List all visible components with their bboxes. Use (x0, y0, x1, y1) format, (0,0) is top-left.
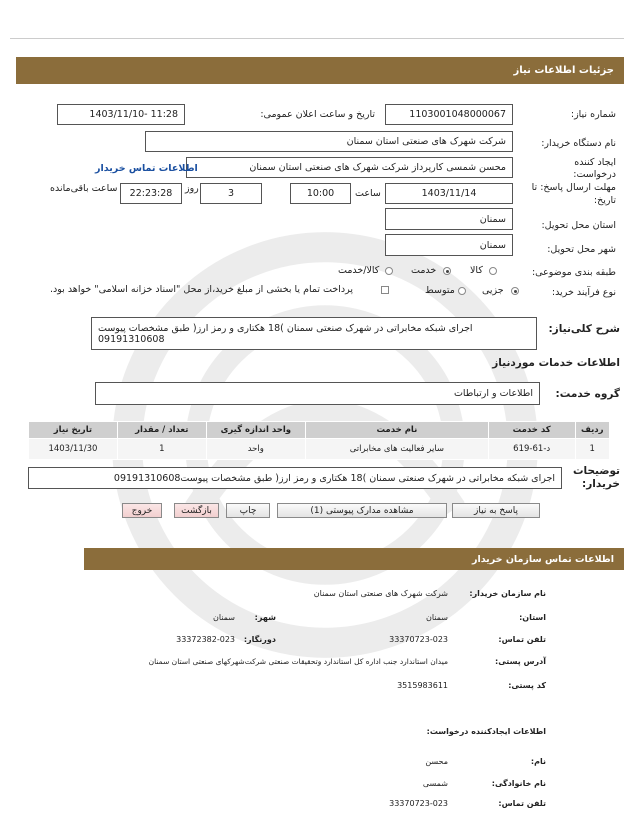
col-header-date: تاریخ نیاز (29, 422, 118, 439)
summary-field (91, 317, 537, 350)
process-medium-label: متوسط (425, 285, 455, 296)
category-goods-label: کالا (470, 265, 483, 276)
summary-line-2: 09191310608 (98, 333, 165, 345)
exit-button[interactable]: خروج (122, 503, 162, 518)
need-number-field: 1103001048000067 (385, 104, 513, 125)
category-label: طبقه بندی موضوعی: (531, 267, 616, 278)
creator-label-2: درخواست: (573, 169, 616, 180)
contact-section-bar (84, 548, 624, 570)
contact-fax-label: دورنگار: (243, 635, 276, 644)
attachments-button[interactable]: مشاهده مدارک پیوستی (1) (277, 503, 447, 518)
first-name-value: محسن (425, 757, 448, 766)
city-field: سمنان (385, 234, 513, 256)
org-name-label: نام سازمان خریدار: (469, 589, 546, 598)
buyer-notes-label-1: توضیحات (572, 465, 620, 477)
creator-field: محسن شمسی کارپرداز شرکت شهرک های صنعتی استان سمنان (186, 157, 513, 178)
service-group-field: اطلاعات و ارتباطات (95, 382, 540, 405)
summary-label: شرح کلی‌نیاز: (548, 323, 620, 335)
announce-field: 1403/11/10- 11:28 (57, 104, 185, 125)
top-divider (10, 38, 624, 39)
org-name-value: شرکت شهرک های صنعتی استان سمنان (313, 589, 448, 598)
creator-info-title: اطلاعات ایجادکننده درخواست: (426, 727, 546, 736)
cell-row-no: 1 (575, 439, 609, 460)
contact-province-label: استان: (519, 613, 546, 622)
contact-city-label: شهر: (254, 613, 276, 622)
last-name-value: شمسی (422, 779, 448, 788)
category-service-radio[interactable] (443, 267, 451, 275)
service-group-label: گروه خدمت: (555, 388, 620, 400)
buyer-notes-field: اجرای شبکه مخابراتی در شهرک صنعتی سمنان )18 هکتاری و رمز ارز( طبق مشخصات پیوست09191310608 (28, 467, 562, 489)
category-goods-service-label: کالا/خدمت (338, 265, 380, 276)
province-field: سمنان (385, 208, 513, 230)
reply-button[interactable]: پاسخ به نیاز (452, 503, 540, 518)
remaining-label: ساعت باقی‌مانده (50, 183, 118, 194)
cell-name: سایر فعالیت های مخابراتی (305, 439, 488, 460)
process-minor-label: جزیی (482, 285, 504, 296)
days-label: روز (185, 183, 199, 194)
contact-buyer-link[interactable]: اطلاعات تماس خریدار (95, 163, 198, 174)
table-header-row (29, 422, 610, 439)
announce-label: تاریخ و ساعت اعلان عمومی: (260, 109, 375, 120)
contact-section-title: اطلاعات تماس سازمان خریدار (471, 553, 614, 565)
province-label: استان محل تحویل: (541, 220, 616, 231)
cell-code: د-61-619 (488, 439, 575, 460)
services-table (28, 421, 610, 460)
deadline-label-1: مهلت ارسال پاسخ: تا (531, 182, 616, 193)
creator-label-1: ایجاد کننده (574, 157, 616, 168)
deadline-label-2: تاریخ: (593, 195, 616, 206)
col-header-row-no: ردیف (575, 422, 609, 439)
contact-fax-value: 33372382-023 (176, 635, 235, 644)
address-label: آدرس پستی: (495, 657, 546, 666)
deadline-time-field: 10:00 (290, 183, 351, 204)
contact-phone-label: تلفن تماس: (498, 635, 546, 644)
time-label: ساعت (355, 188, 381, 199)
table-row (29, 439, 610, 460)
postal-label: کد پستی: (508, 681, 546, 690)
process-label: نوع فرآیند خرید: (551, 287, 616, 298)
days-field (200, 183, 262, 204)
process-medium-radio[interactable] (458, 287, 466, 295)
deadline-date-field: 1403/11/14 (385, 183, 513, 204)
category-goods-service-radio[interactable] (385, 267, 393, 275)
col-header-unit: واحد اندازه گیری (206, 422, 305, 439)
address-value: میدان استاندارد جنب اداره کل استاندارد وتحقیقات صنعتی شرکت‌شهرکهای صنعتی استان سمنان (148, 657, 448, 666)
buyer-org-field: شرکت شهرک های صنعتی استان سمنان (145, 131, 513, 152)
cell-date: 1403/11/30 (29, 439, 118, 460)
col-header-qty: تعداد / مقدار (117, 422, 206, 439)
cell-unit: واحد (206, 439, 305, 460)
col-header-name: نام خدمت (305, 422, 488, 439)
city-label: شهر محل تحویل: (547, 244, 616, 255)
contact-province-value: سمنان (425, 613, 448, 622)
cell-qty: 1 (117, 439, 206, 460)
contact-phone-value: 33370723-023 (389, 635, 448, 644)
creator-phone-value: 33370723-023 (389, 799, 448, 808)
remaining-time-field: 22:23:28 (120, 183, 182, 204)
need-number-label: شماره نیاز: (570, 109, 616, 120)
creator-phone-label: تلفن تماس: (498, 799, 546, 808)
postal-value: 3515983611 (397, 681, 448, 690)
summary-line-1: اجرای شبکه مخابراتی در شهرک صنعتی سمنان )18 هکتاری و رمز ارز( طبق مشخصات پیوست (98, 322, 473, 334)
last-name-label: نام خانوادگی: (491, 779, 546, 788)
process-minor-radio[interactable] (511, 287, 519, 295)
services-info-title: اطلاعات خدمات موردنیاز (492, 357, 620, 369)
treasury-payment-note: پرداخت تمام یا بخشی از مبلغ خرید،از محل "اسناد خزانه اسلامی" خواهد بود. (50, 284, 353, 295)
page-title-bar (16, 57, 624, 84)
category-goods-radio[interactable] (489, 267, 497, 275)
col-header-code: کد خدمت (488, 422, 575, 439)
buyer-org-label: نام دستگاه خریدار: (541, 138, 616, 149)
buyer-notes-label-2: خریدار: (582, 478, 620, 490)
print-button[interactable]: چاپ (226, 503, 270, 518)
back-button[interactable]: بازگشت (174, 503, 219, 518)
days-value: 3 (227, 188, 235, 199)
treasury-payment-checkbox[interactable] (381, 286, 389, 294)
page-title: جزئیات اطلاعات نیاز (513, 65, 614, 76)
category-service-label: خدمت (411, 265, 437, 276)
contact-city-value: سمنان (212, 613, 235, 622)
first-name-label: نام: (530, 757, 546, 766)
